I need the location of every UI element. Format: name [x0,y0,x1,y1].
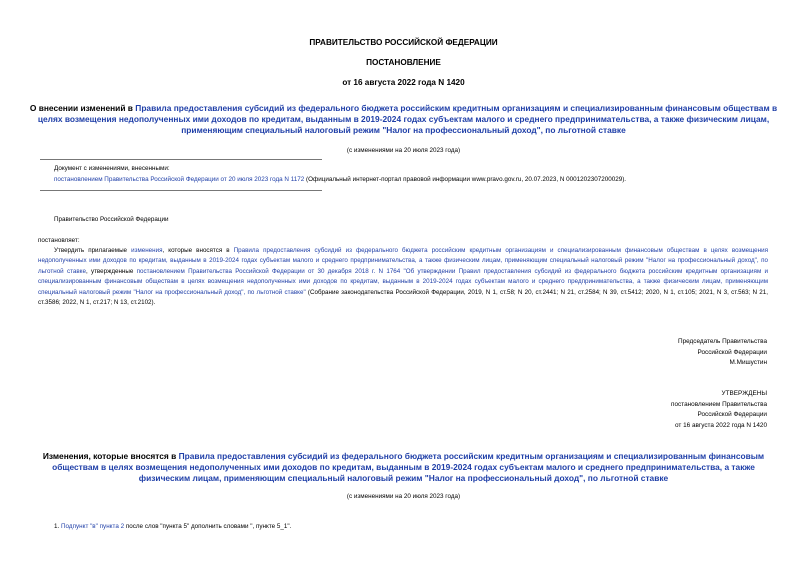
document-date-number: от 16 августа 2022 года N 1420 [342,78,465,87]
approved-label: УТВЕРЖДЕНЫ [721,390,767,397]
p1-text-c: , утвержденные [85,267,137,275]
revision-note: (с изменениями на 20 июля 2023 года) [346,147,461,154]
divider [40,159,322,160]
approved-by: постановлением Правительства [671,400,767,408]
government-heading: ПРАВИТЕЛЬСТВО РОССИЙСКОЙ ФЕДЕРАЦИИ [309,38,498,47]
changes-title [30,451,777,485]
approved-block [671,389,767,431]
amending-decree-link[interactable]: постановлением Правительства Российской Федерации от 20 июля 2023 года N 1172 [54,176,305,183]
changes-source [54,175,794,185]
revision-note-2: (с изменениями на 20 июля 2023 года) [346,493,461,500]
decrees-word: постановляет: [38,237,80,244]
changes-intro: Документ с изменениями, внесенными: [54,165,170,172]
rules-link[interactable]: Правила предоставления субсидий из федерального бюджета российским кредитным организациям и специализированным финансовым обществам в целях возмещения недополученных ими доходов по кредитам, выданным в 2019-2024 годах субъектам малого и среднего предпринимательства, а также физическим лицам, применяющим специальный налоговый режим "Налог на профессиональный доход", по льготной ставке [38,247,768,275]
document-type: ПОСТАНОВЛЕНИЕ [366,58,441,67]
signature-country: Российской Федерации [697,348,767,356]
changes-link[interactable]: изменения [131,247,163,254]
signature-name: М.Мишустин [729,359,767,367]
p1-text-a: Утвердить прилагаемые [54,247,132,254]
changes-title-prefix: Изменения, которые вносятся в [42,451,179,461]
p1-text-d: (Собрание законодательства Российской Федерации, 2019, N 1, ст.58; N 20, ст.2441; N 21, ст.2584; N 39, ст.5412; 2020, N 1, ст.105; 2021, N 3, ст.563; N 21, ст.3586; 2022, N 1, ст.217; N 13, ст.2102). [38,288,768,307]
signature-block [678,337,767,369]
signature-title: Председатель Правительства [678,338,767,345]
main-paragraph [38,246,768,308]
changes-title-rules-link[interactable]: Правила предоставления субсидий из федерального бюджета российским кредитным организациям и специализированным финансовым обществам в целях возмещения недополученных ими доходов по кредитам, выданным в 2019-2024 годах субъектам малого и среднего предпринимательства, а также физическим лицам, применяющим специальный налоговый режим "Налог на профессиональный доход", по льготной ставке [52,451,765,484]
item-text: после слов "пункта 5" дополнить словами ", пункте 5_1". [124,523,292,530]
issuer: Правительство Российской Федерации [54,216,169,223]
p1-text-b: , которые вносятся в [162,247,234,254]
approved-date: от 16 августа 2022 года N 1420 [674,421,767,429]
title-rules-link[interactable]: Правила предоставления субсидий из федерального бюджета российским кредитным организациям и специализированным финансовым обществам в целях возмещения недополученных ими доходов по кредитам, выданным в 2019-2024 годах субъектам малого и среднего предпринимательства, а также физическим лицам, применяющим специальный налоговый режим "Налог на профессиональный доход", по льготной ставке [37,103,778,136]
subpoint-link[interactable]: Подпункт "в" пункта 2 [61,523,125,530]
changes-source-tail: (Официальный интернет-портал правовой информации www.pravo.gov.ru, 20.07.2023, N 0001202307200029). [304,176,627,183]
divider [40,190,322,191]
change-item-1 [54,522,291,532]
approved-country: Российской Федерации [697,411,767,419]
title-prefix: О внесении изменений в [29,103,136,113]
decree-1764-link[interactable]: постановлением Правительства Российской Федерации от 30 декабря 2018 г. N 1764 "Об утверждении Правил предоставления субсидий из федерального бюджета российским кредитным организациям и специализированным финансовым обществам в целях возмещения недополученных ими доходов по кредитам, выданным в 2019-2024 годах субъектам малого и среднего предпринимательства, а также физическим лицам, применяющим специальный налоговый режим "Налог на профессиональный доход", по льготной ставке" [38,267,768,296]
document-title [28,103,779,137]
item-number: 1. [54,523,62,530]
